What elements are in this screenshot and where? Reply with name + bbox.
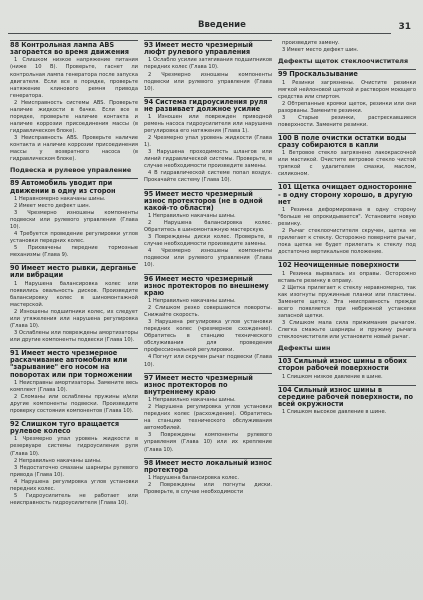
fault-heading: [278, 182, 416, 206]
fault-remedy: 2 Щетка прилегает к стеклу неравномерно, так как изогнуты пружинные планки или пластины. Замените щетку. Эта неисправность прежде всего появляется при небрежной установке запасной щетки.: [278, 284, 416, 319]
fault-heading: [144, 274, 272, 298]
fault-entry: [278, 40, 416, 54]
fault-entry: [10, 178, 138, 259]
fault-number: 100: [278, 133, 292, 142]
fault-heading: [278, 356, 416, 372]
fault-heading: [278, 385, 416, 409]
subsection-heading: Подвеска и рулевое управление: [10, 166, 132, 175]
fault-number: 104: [278, 385, 292, 394]
fault-entry: [278, 182, 416, 256]
fault-remedy: 4 Чрезмерно изношены компоненты подвески или рулевого управления (Глава 10).: [144, 248, 272, 269]
fault-remedy: 3 Повреждены компоненты рулевого управления (Глава 10) или их крепление (Глава 10).: [144, 432, 272, 453]
fault-number: 90: [10, 264, 20, 273]
fault-remedy: 2 Чрезмерно изношены компоненты подвески или рулевого управления (Глава 10).: [144, 71, 272, 92]
fault-remedy: 1 Неправильно накачаны шины.: [148, 213, 236, 220]
fault-entry: [144, 189, 272, 270]
fault-remedy: 2 Сломаны или ослаблены пружины и/или другие компоненты подвески. Произведите проверку состояния компонентов (Глава 10).: [10, 393, 138, 414]
fault-number: 88: [10, 41, 20, 49]
fault-remedy: 4 Требуется проведение регулировки углов установки передних колес.: [10, 230, 138, 244]
fault-entry: [278, 385, 416, 417]
fault-entry: [278, 260, 416, 341]
fault-number: 89: [10, 179, 20, 188]
fault-heading: [144, 373, 272, 397]
fault-title: Имеет место локальный износ протектора: [144, 458, 272, 474]
fault-entry: [278, 356, 416, 380]
fault-remedy: 3 Нарушена проходимость шлангов или линий гидравлической системы. Проверьте, в случае необходимости произведите замены.: [144, 149, 272, 170]
fault-title: Сильный износ шины в середине рабочей поверхности, по всей окружности: [278, 385, 414, 409]
fault-remedy: 2 Неисправность системы ABS. Проверьте наличие жидкости в бачке. Если все в порядке, проверьте наличие контакта и наличие коррозии присоединения массы (в гидравлическом блоке).: [10, 99, 138, 134]
fault-remedy: 1 Неправильно накачаны шины.: [148, 397, 236, 404]
fault-remedy: 1 Резинки загрязнены. Очистите резинки мягкой нейлоновой щеткой и раствором моющего средства или спиртом.: [278, 79, 416, 100]
fault-remedy: 3 Нарушена регулировка углов установки передних колес (чрезмерное схождение). Обратитесь в станцию технического обслуживания для проведения профессиональной регулировки.: [144, 319, 272, 354]
fault-number: 102: [278, 261, 292, 270]
fault-title: Имеет место чрезмерный люфт рулевого управления: [144, 41, 253, 57]
fault-remedy: 1 Нарушена балансировка колес.: [148, 474, 240, 481]
fault-number: 94: [144, 97, 154, 106]
fault-title: Контрольная лампа ABS загорается во время движения: [10, 41, 129, 57]
fault-heading: [278, 69, 416, 78]
fault-title: Имеет место чрезмерный износ протекторов (не в одной какой-то области): [144, 189, 263, 212]
fault-heading: [10, 348, 138, 379]
subsection-heading: Дефекты щеток стеклоочистителя: [278, 57, 409, 66]
fault-title: Сильный износ шины в обоих сторон рабочей поверхности: [278, 357, 407, 373]
fault-remedy: 4 Нарушена регулировка углов установки передних колес.: [10, 478, 138, 492]
fault-title: Автомобиль уводит при движении в одну из сторон: [10, 179, 116, 195]
fault-entry: [144, 97, 272, 185]
fault-remedy: 1 Чрезмерно упал уровень жидкости в резервуаре системы гидроусиления руля (Глава 10).: [10, 436, 138, 457]
fault-remedy: 2 Имеет место дефект шин.: [14, 202, 91, 209]
page-number: 31: [398, 22, 411, 32]
fault-entry: [144, 373, 272, 454]
fault-remedy: 3 Недостаточно смазаны шарниры рулевого привода (Глава 10).: [10, 464, 138, 478]
fault-title: Имеет место чрезмерное раскачивание автомобиля или "зарывание" его носом на поворотах или при торможении: [10, 348, 133, 379]
subsection-heading: Дефекты шин: [278, 344, 331, 353]
fault-entry: [144, 40, 272, 93]
fault-number: 99: [278, 70, 288, 79]
column-3: [278, 40, 416, 598]
fault-remedy: 2 Чрезмерно упал уровень жидкости (Глава 1).: [144, 135, 272, 149]
fault-remedy: 3 Имеет место дефект шин.: [282, 47, 359, 54]
fault-remedy: произведите замену.: [282, 40, 340, 46]
fault-number: 97: [144, 373, 154, 382]
fault-remedy: 3 Неисправность ABS. Проверьте наличие контакта и наличие коррозии присоединения массы у возвратного насоса (в гидравлическом блоке).: [10, 134, 138, 163]
fault-remedy: 1 Неправильно накачаны шины.: [148, 298, 236, 305]
column-1: [10, 40, 138, 598]
fault-entry: [144, 274, 272, 369]
fault-remedy: 4 Погнут или скручен рычаг подвески (Глава 10).: [144, 354, 272, 368]
fault-remedy: 5 Гидроусилитель не работает или неисправность гидроусилителя (Глава 10).: [10, 492, 138, 506]
fault-heading: [144, 97, 272, 113]
fault-remedy: 1 Ветровое стекло загрязнено лакокрасочной или мастикой. Очистите ветровое стекло чистой тряпкой с удалителем смазки, маслом, силиконом.: [278, 150, 416, 178]
fault-remedy: 1 Слишком высокое давление в шине.: [282, 409, 387, 416]
fault-heading: [278, 260, 416, 269]
fault-title: Имеет место чрезмерный износ протекторов по внешнему краю: [144, 274, 269, 297]
header-rule: [8, 33, 391, 34]
fault-heading: [10, 40, 138, 56]
fault-remedy: 2 Обтрепанные кромки щеток, резинки или они разорваны. Замените резинки.: [278, 100, 416, 114]
fault-remedy: 2 Нарушена балансировка колес. Обратитесь в шиномонтажную мастерскую.: [144, 220, 272, 234]
fault-entry: [278, 133, 416, 179]
fault-entry: [10, 348, 138, 415]
fault-number: 98: [144, 458, 154, 467]
fault-number: 96: [144, 274, 154, 283]
fault-remedy: 3 Старые резинки, растрескавшиеся поверхности. Замените резинки.: [278, 114, 416, 128]
fault-number: 91: [10, 348, 20, 357]
fault-remedy: 1 Резинка деформирована в одну сторону "больше не опрокидывается". Установите новую резинку.: [278, 207, 416, 228]
fault-title: Неочищенные поверхности: [293, 261, 400, 270]
fault-heading: [144, 189, 272, 213]
fault-remedy: 1 Резинка вырвалась из оправы. Осторожно вставьте резинку в оправу.: [278, 270, 416, 284]
fault-title: Система гидроусиления руля не развивает должное усилие: [144, 97, 268, 113]
fault-title: Имеет место чрезмерный износ протекторов по внутреннему краю: [144, 373, 253, 396]
fault-entry: [278, 69, 416, 129]
fault-entry: [10, 263, 138, 344]
fault-heading: [144, 40, 272, 56]
fault-remedy: 2 Слишком резко совершаются повороты. Снижайте скорость.: [144, 305, 272, 319]
fault-title: Щетка очищает односторонне - в одну сторону хорошо, в другую нет: [278, 183, 413, 206]
fault-remedy: 1 Неисправны амортизаторы. Замените весь комплект (Глава 10).: [10, 379, 138, 393]
fault-number: 92: [10, 420, 20, 429]
fault-remedy: 1 Изношен или поврежден приводной ремень насоса гидроусилителя или нарушена регулировка его натяжения (Глава 1).: [144, 114, 272, 135]
fault-remedy: 1 Ослабло усилие затягивания подшипников передних колес (Глава 10).: [144, 57, 272, 71]
fault-title: Слишком туго вращается рулевое колесо: [10, 420, 120, 436]
fault-number: 103: [278, 357, 292, 366]
fault-remedy: 1 Неравномерно накачаны шины.: [14, 195, 106, 202]
fault-remedy: 5 Прихвачены передние тормозные механизмы (Глава 9).: [10, 245, 138, 259]
fault-remedy: 2 Рычаг стеклоочистителя скручен, щетка не прилегает к стеклу. Осторожно поверните рычаг, пока щетка не будет прилегать к стеклу под достаточно вертикальное положение.: [278, 228, 416, 256]
fault-remedy: 3 Чрезмерно изношены компоненты подвески или рулевого управления (Глава 10).: [10, 209, 138, 230]
fault-heading: [10, 263, 138, 279]
fault-number: 101: [278, 183, 292, 192]
fault-heading: [144, 458, 272, 474]
fault-entry: [10, 419, 138, 507]
fault-remedy: 3 Повреждены диски колес. Проверьте, в случае необходимости произведите замены.: [144, 234, 272, 248]
fault-remedy: 4 В гидравлической системе попал воздух. Прокачайте систему (Глава 10).: [144, 170, 272, 184]
fault-remedy: 1 Слишком низкое давление в шине.: [282, 373, 383, 380]
fault-remedy: 2 Неправильно накачаны шины.: [14, 457, 102, 464]
fault-number: 93: [144, 41, 154, 49]
fault-remedy: 1 Нарушена балансировка колес или появились овальность дисков. Произведите балансировку колес в шиномонтажной мастерской.: [10, 280, 138, 308]
fault-remedy: 3 Слишком мала сила прижимания рычагом. Слегка смажьте шарниры и пружину рычага стеклоочистителя или установите новый рычаг.: [278, 319, 416, 340]
section-title: Введение: [198, 20, 246, 30]
fault-title: Проскальзывание: [289, 70, 358, 79]
column-2: [144, 40, 272, 598]
page-header: [8, 4, 417, 34]
fault-title: В поле очистки остатки воды сразу собираются в капли: [278, 133, 407, 150]
fault-entry: [144, 458, 272, 497]
fault-number: 95: [144, 189, 154, 198]
fault-remedy: 3 Ослаблены или повреждены амортизаторы или другие компоненты подвески (Глава 10).: [10, 329, 138, 343]
fault-heading: [10, 419, 138, 435]
fault-entry: [10, 40, 138, 163]
fault-remedy: 2 Нарушена регулировка углов установки передних колес (расхождение). Обратитесь на станцию технического обслуживания автомобилей.: [144, 404, 272, 432]
fault-title: Имеет место рывки, дерганье или вибрации: [10, 264, 136, 280]
fault-heading: [278, 133, 416, 149]
fault-heading: [10, 178, 138, 194]
fault-remedy: 2 Повреждены или погнуты диски. Проверьте, в случае необходимости: [144, 482, 272, 496]
fault-remedy: 1 Слишком низкое напряжение питания (ниже 10 В). Проверьте, гаснет ли контрольная лампа генератора после запуска двигателя. Если все в порядке, проверьте натяжение клинового ремня привода генератора.: [10, 57, 138, 99]
fault-remedy: 2 Изношены подшипники колес, их следует или утяжеления или нарушена регулировка (Глава 10).: [10, 308, 138, 329]
